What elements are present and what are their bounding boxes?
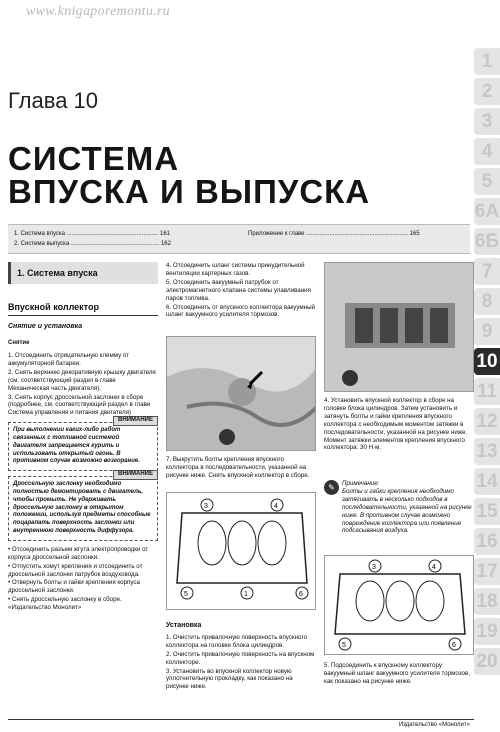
table-of-contents bbox=[8, 224, 470, 254]
watermark: www.knigaporemontu.ru bbox=[26, 4, 170, 19]
install-heading: Установка bbox=[166, 622, 202, 629]
step-5-block bbox=[324, 662, 474, 687]
callout-number: 4 bbox=[274, 503, 278, 510]
chapter-tab[interactable]: 14 bbox=[474, 468, 500, 495]
callout-number: 3 bbox=[372, 564, 376, 571]
footer-publisher: Издательство «Монолит» bbox=[398, 722, 470, 728]
chapter-tab[interactable]: 6Б bbox=[474, 228, 500, 255]
step-text: 4. Отсоединить шланг системы принудительной вентиляции картерных газов. bbox=[166, 262, 305, 277]
warning-label: ВНИМАНИЕ bbox=[113, 470, 158, 480]
toc-item[interactable]: Приложение к главе ............................................................. 165 bbox=[248, 231, 420, 237]
title-line: СИСТЕМА bbox=[8, 140, 180, 177]
chapter-tab[interactable]: 20 bbox=[474, 648, 500, 675]
pen-icon: ✎ bbox=[324, 480, 339, 495]
callout-number: 6 bbox=[299, 591, 303, 598]
chapter-tab[interactable]: 11 bbox=[474, 378, 500, 405]
step-text: 2. Снять верхнюю декоративную крышку двигателя (см. соответствующий раздел в главе Механическая часть двигателя). bbox=[8, 368, 156, 392]
chapter-tab[interactable]: 5 bbox=[474, 168, 500, 195]
step-7-block bbox=[166, 456, 316, 481]
chapter-tab[interactable]: 18 bbox=[474, 588, 500, 615]
warning-text: Дроссельную заслонку необходимо полностью демонтировать с двигатель, чтобы промыть. Не удерживать дроссельную заслонку в открытом положении, используя предметы способные поцарапать поверхность заслонки или внутреннюю поверхность диффузора. bbox=[13, 481, 151, 535]
chapter-tab[interactable]: 19 bbox=[474, 618, 500, 645]
callout-number: 6 bbox=[452, 642, 456, 649]
step-text: 2. Очистить привалочную поверхность на впускном коллекторе. bbox=[166, 650, 315, 666]
step-text: 5. Отсоединить вакуумный патрубок от электромагнитного клапана системы улавливания паров топлива. bbox=[166, 278, 311, 302]
manifold-diagram bbox=[324, 555, 474, 655]
chapter-tab[interactable]: 2 bbox=[474, 78, 500, 105]
warning-text: При выполнении каких-либо работ связанных с топливной системой двигателя запрещается курить и использовать открытый огонь. В противном случае возможно возгорание. bbox=[13, 427, 140, 465]
step-text: 1. Очистить привалочную поверхность впускного коллектора на головке блока цилиндров. bbox=[166, 633, 308, 649]
step-text: 3. Снять корпус дроссельной заслонки в сборе (подробнее, см. соответствующий раздел в главе Система управления и питания двигателя) bbox=[8, 393, 151, 417]
page-title bbox=[8, 142, 370, 208]
toc-item[interactable]: 1. Система впуска ....................................................... 161 bbox=[14, 231, 170, 237]
chapter-tab[interactable]: 1 bbox=[474, 48, 500, 75]
callout-number: 5 bbox=[342, 642, 346, 649]
callout-number: 4 bbox=[432, 564, 436, 571]
bullet-text: • Снять дроссельную заслонку в сборе. «Издательство Монолит» bbox=[8, 596, 122, 612]
warning-box bbox=[8, 471, 158, 541]
chapter-tab-active[interactable]: 10 bbox=[474, 348, 500, 375]
callout-number: 5 bbox=[184, 591, 188, 598]
column-right bbox=[324, 397, 474, 453]
install-block bbox=[166, 622, 316, 692]
procedure-heading: Снятие и установка bbox=[8, 323, 83, 330]
warning-box bbox=[8, 417, 158, 471]
chapter-tab[interactable]: 15 bbox=[474, 498, 500, 525]
procedure-subheading: Снятие bbox=[8, 340, 30, 346]
chapter-tab[interactable]: 17 bbox=[474, 558, 500, 585]
manifold-diagram bbox=[166, 492, 316, 610]
chapter-tab[interactable]: 13 bbox=[474, 438, 500, 465]
step-text: 6. Отсоединить от впускного коллектора вакуумный шланг вакуумного усилителя тормозов. bbox=[166, 303, 315, 319]
chapter-tabs bbox=[474, 48, 500, 678]
step-text: 7. Выкрутить болты крепления впускного коллектора в последовательности, указанной на рисунке ниже. Снять впускной коллектор в сборе. bbox=[166, 456, 310, 479]
toc-item[interactable]: 2. Система выпуска ..................................................... 162 bbox=[14, 241, 171, 247]
bullet-text: • Отпустить хомут крепления и отсоединить от дроссельной заслонки патрубок воздуховода. bbox=[8, 562, 143, 578]
bullet-text: • Отвернуть болты и гайки крепления корпуса дроссельной заслонки. bbox=[8, 579, 140, 595]
callout-number: 1 bbox=[244, 591, 248, 598]
manifold-photo bbox=[324, 262, 474, 392]
subsection-heading: Впускной коллектор bbox=[8, 302, 158, 316]
chapter-tab[interactable]: 16 bbox=[474, 528, 500, 555]
chapter-tab[interactable]: 8 bbox=[474, 288, 500, 315]
note-text: Болты и гайки крепления необходимо затягивать в несколько подходов в последовательности, указанной на рисунке ниже. В противном случае возможно повреждение коллектора или появление подсасывания воздуха. bbox=[342, 487, 472, 535]
bullet-text: • Отсоединить разъем жгута электропроводки от корпуса дроссельной заслонки. bbox=[8, 545, 149, 561]
column-middle bbox=[166, 262, 316, 320]
chapter-tab[interactable]: 7 bbox=[474, 258, 500, 285]
chapter-tab[interactable]: 4 bbox=[474, 138, 500, 165]
section-heading: 1. Система впуска bbox=[8, 262, 158, 284]
warning-label: ВНИМАНИЕ bbox=[113, 416, 158, 426]
engine-photo bbox=[166, 336, 316, 451]
title-line: ВПУСКА И ВЫПУСКА bbox=[8, 173, 371, 210]
step-text: 4. Установить впускной коллектор в сборе на головке блока цилиндров. Затем установить и затянуть болты и гайки крепления впускного коллектора с необходимым моментом затяжки в последовательности, указанной на рисунке ниже. Момент затяжки элементов крепления впускного коллектора: 30 Н·м. bbox=[324, 397, 468, 452]
step-text: 3. Установить во впускной коллектор новую уплотнительную прокладку, как показано на рисунке ниже. bbox=[166, 667, 293, 691]
footer-divider bbox=[8, 719, 474, 720]
chapter-tab[interactable]: 9 bbox=[474, 318, 500, 345]
note-label: Примечание: bbox=[342, 480, 380, 487]
chapter-tab[interactable]: 12 bbox=[474, 408, 500, 435]
callout-number: 3 bbox=[204, 503, 208, 510]
step-text: 5. Подсоединить к впускному коллектору вакуумный шланг вакуумного усилителя тормозов, как показано на рисунке ниже. bbox=[324, 662, 471, 685]
chapter-tab[interactable]: 3 bbox=[474, 108, 500, 135]
note-box bbox=[324, 480, 474, 535]
chapter-tab[interactable]: 6А bbox=[474, 198, 500, 225]
chapter-label: Глава 10 bbox=[8, 88, 99, 113]
step-text: 1. Отсоединить отрицательную клемму от аккумуляторной батареи. bbox=[8, 352, 130, 367]
column-left bbox=[8, 352, 158, 613]
